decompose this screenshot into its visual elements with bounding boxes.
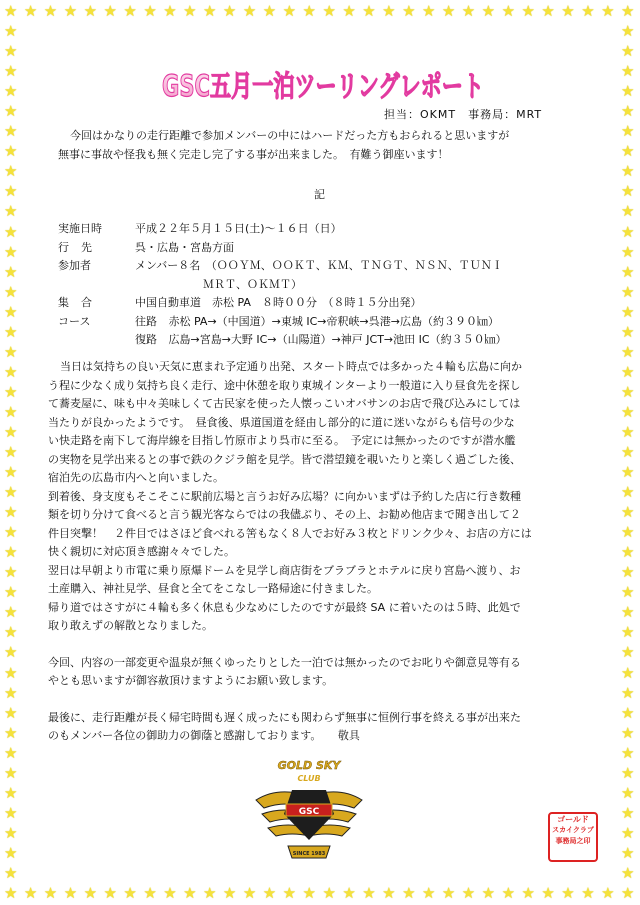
- border-star-icon: ★: [501, 884, 516, 902]
- border-star-icon: ★: [581, 884, 595, 902]
- border-star-icon: ★: [4, 703, 18, 722]
- border-star-icon: ★: [621, 402, 635, 421]
- intro-line-1: 今回はかなりの走行距離で参加メンバーの中にはハードだった方もおられると思いますが: [70, 129, 510, 142]
- border-star-icon: ★: [4, 843, 18, 862]
- border-star-icon: ★: [561, 2, 575, 20]
- destination-value: 呉・広島・宮島方面: [135, 240, 234, 254]
- body-line: 当たりが良かったようです。 昼食後、県道国道を経由し部分的に道に迷いながらも信号の少な: [48, 415, 515, 429]
- border-star-icon: ★: [4, 523, 18, 542]
- meet-value: 中国自動車道 赤松 PA ８時００分 （８時１５分出発）: [135, 296, 422, 309]
- border-star-icon: ★: [621, 843, 635, 862]
- border-star-icon: ★: [421, 2, 436, 20]
- svg-text:GSC五月一泊ツーリングレポート: GSC五月一泊ツーリングレポート: [162, 69, 484, 103]
- border-star-icon: ★: [183, 884, 197, 902]
- border-star-icon: ★: [621, 102, 635, 121]
- border-star-icon: ★: [4, 282, 18, 301]
- border-star-icon: ★: [621, 603, 635, 622]
- border-star-icon: ★: [382, 2, 396, 20]
- border-star-icon: ★: [83, 2, 98, 20]
- border-star-icon: ★: [63, 2, 78, 20]
- svg-text:CLUB: CLUB: [297, 774, 321, 783]
- border-star-icon: ★: [621, 643, 635, 662]
- border-star-icon: ★: [4, 543, 18, 562]
- border-star-icon: ★: [621, 162, 635, 181]
- border-star-icon: ★: [481, 884, 496, 902]
- border-star-icon: ★: [601, 884, 615, 902]
- border-star-icon: ★: [621, 302, 635, 321]
- border-star-icon: ★: [621, 523, 635, 542]
- info-course-return-row: [58, 331, 507, 350]
- border-star-icon: ★: [621, 422, 635, 441]
- body-line: 件目突撃！ ２件目ではさほど食べれる筈もなく８人でお好み３枚とドリンク少々、お店の方には: [48, 526, 532, 540]
- border-star-icon: ★: [521, 884, 535, 902]
- info-destination-row: [58, 239, 507, 258]
- border-star-icon: ★: [4, 683, 18, 702]
- border-star-icon: ★: [143, 884, 157, 902]
- body-line: う程に少なく成り気持ち良く走行、途中休憩を取り東城インターより一般道に入り昼食先を探し: [48, 378, 521, 392]
- border-star-icon: ★: [621, 182, 635, 201]
- border-star-icon: ★: [103, 884, 117, 902]
- info-date-row: [58, 220, 507, 239]
- border-star-icon: ★: [421, 884, 436, 902]
- border-star-icon: ★: [541, 2, 555, 20]
- body-line: の実物を見学出来るとの事で鉄のクジラ館を見学。皆で潜望鏡を覗いたりと楽しく過ごした後、: [48, 452, 521, 466]
- border-star-icon: ★: [4, 62, 18, 81]
- border-star-icon: ★: [4, 483, 18, 502]
- border-star-icon: ★: [621, 222, 635, 241]
- border-star-icon: ★: [621, 703, 635, 722]
- border-star-icon: ★: [621, 543, 635, 562]
- border-star-icon: ★: [621, 282, 635, 301]
- info-members-row: [58, 257, 507, 276]
- border-star-icon: ★: [621, 863, 635, 882]
- border-star-icon: ★: [621, 142, 635, 161]
- border-star-icon: ★: [83, 884, 98, 902]
- border-star-icon: ★: [621, 42, 635, 61]
- border-star-icon: ★: [621, 884, 635, 902]
- border-star-icon: ★: [4, 22, 18, 41]
- border-star-icon: ★: [4, 763, 18, 782]
- border-star-icon: ★: [282, 884, 297, 902]
- border-star-icon: ★: [461, 2, 476, 20]
- border-star-icon: ★: [461, 884, 476, 902]
- border-star-icon: ★: [23, 884, 38, 902]
- border-star-icon: ★: [621, 783, 635, 802]
- border-star-icon: ★: [621, 362, 635, 381]
- report-body: [48, 358, 600, 746]
- border-star-icon: ★: [4, 82, 18, 101]
- border-star-icon: ★: [4, 443, 18, 461]
- border-star-icon: ★: [262, 2, 277, 20]
- border-star-icon: ★: [163, 884, 177, 902]
- border-star-icon: ★: [143, 2, 157, 20]
- border-star-icon: ★: [621, 723, 635, 742]
- border-star-icon: ★: [481, 2, 496, 20]
- border-star-icon: ★: [621, 763, 635, 782]
- course-out-value: 赤松 PA→（中国道）→東城 IC→帝釈峡→呉港→広島（約３９０㎞）: [168, 314, 499, 328]
- border-star-icon: ★: [621, 443, 635, 461]
- border-star-icon: ★: [4, 382, 18, 401]
- border-star-icon: ★: [362, 2, 376, 20]
- body-line: 宿泊先の広島市内へと向いました。: [48, 471, 224, 484]
- body-line: 当日は気持ちの良い天気に恵まれ予定通り出発、スタート時点では多かった４輪も広島に向か: [60, 360, 522, 373]
- course-back-label: 復路: [135, 333, 157, 346]
- border-star-icon: ★: [621, 262, 635, 281]
- border-star-icon: ★: [322, 884, 336, 902]
- border-star-icon: ★: [4, 2, 18, 20]
- office-seal-stamp: [548, 812, 598, 862]
- info-members-row-2: [58, 276, 507, 295]
- border-star-icon: ★: [242, 884, 257, 902]
- svg-text:GSC: GSC: [298, 807, 320, 817]
- border-star-icon: ★: [4, 503, 18, 522]
- border-star-icon: ★: [621, 122, 635, 141]
- members-label: 参加者: [58, 259, 91, 272]
- border-star-icon: ★: [501, 2, 516, 20]
- body-line: い快走路を南下して海岸線を目指し竹原市より呉市に至る。 予定には無かったのですが潜水艦: [48, 434, 516, 447]
- closing-line: 最後に、走行距離が長く帰宅時間も遅く成ったにも関わらず無事に恒例行事を終える事が出来た: [48, 710, 521, 724]
- intro-line-2: 無事に事故や怪我も無く完走し完了する事が出来ました。 有難う御座います！: [58, 148, 449, 161]
- person-in-charge: 担当：OKMT 事務局：MRT: [384, 108, 543, 121]
- body-line: 土産購入、神社見学、昼食と全てをこなし一路帰途に付きました。: [48, 582, 378, 595]
- body-line: 類を切り分けて食べると言う観光客ならではの我儘ぶり、その上、お勧め他店まで聞き出して２: [48, 508, 521, 521]
- border-star-icon: ★: [621, 322, 635, 341]
- info-meet-row: [58, 294, 507, 313]
- border-star-icon: ★: [621, 563, 635, 582]
- date-value: 平成２２年５月１５日(土)～１６日（日）: [135, 222, 342, 235]
- border-star-icon: ★: [402, 884, 416, 902]
- body-line: て蕎麦屋に、味も中々美味しくて古民家を使った人懐っこいオバサンのお店で飛び込みにしては: [48, 397, 521, 410]
- stamp-line: ゴールド: [557, 815, 589, 824]
- border-star-icon: ★: [621, 583, 635, 602]
- body-line: 到着後、身支度もそこそこに駅前広場と言うお好み広場？に向かいまずは予約した店に行き数種: [48, 489, 521, 503]
- body-line: 翌日は早朝より市電に乗り原爆ドームを見学し商店街をブラブラとホテルに戻り宮島へ渡り、お: [48, 563, 521, 577]
- body-line: 快く親切に対応頂き感謝々々でした。: [48, 545, 235, 558]
- border-star-icon: ★: [4, 623, 18, 642]
- border-star-icon: ★: [4, 322, 18, 341]
- border-star-icon: ★: [621, 663, 635, 682]
- border-star-icon: ★: [621, 242, 635, 261]
- border-star-icon: ★: [163, 2, 177, 20]
- border-star-icon: ★: [302, 884, 316, 902]
- course-label: コース: [58, 314, 91, 328]
- closing-line: やとも思いますが御容赦頂けますようにお願い致します。: [48, 674, 334, 687]
- closing-line: 今回、内容の一部変更や温泉が無くゆったりとした一泊では無かったのでお叱りや御意見等有る: [48, 655, 521, 669]
- border-star-icon: ★: [561, 884, 575, 902]
- border-star-icon: ★: [621, 202, 635, 221]
- border-star-icon: ★: [382, 884, 396, 902]
- border-star-icon: ★: [441, 2, 456, 20]
- border-star-icon: ★: [4, 242, 18, 261]
- border-star-icon: ★: [4, 362, 18, 381]
- border-star-icon: ★: [4, 42, 18, 61]
- meet-label: 集合: [58, 296, 104, 309]
- border-star-icon: ★: [4, 122, 18, 141]
- svg-text:GOLD SKY: GOLD SKY: [277, 759, 341, 772]
- course-back-value: 広島→宮島→大野 IC→（山陽道）→神戸 JCT→池田 IC（約３５０㎞）: [168, 333, 507, 346]
- border-star-icon: ★: [4, 863, 18, 882]
- body-line: 取り敢えずの解散となりました。: [48, 619, 213, 632]
- border-star-icon: ★: [183, 2, 197, 20]
- border-star-icon: ★: [621, 382, 635, 401]
- page-title: [158, 58, 488, 108]
- border-star-icon: ★: [4, 783, 18, 802]
- border-star-icon: ★: [342, 2, 356, 20]
- border-star-icon: ★: [4, 182, 18, 201]
- border-star-icon: ★: [621, 463, 635, 482]
- border-star-icon: ★: [203, 884, 217, 902]
- border-star-icon: ★: [621, 823, 635, 842]
- border-star-icon: ★: [4, 162, 18, 181]
- border-star-icon: ★: [4, 142, 18, 161]
- date-label: 実施日時: [58, 222, 102, 235]
- body-line: 帰り道ではさすがに４輪も多く休息も少なめにしたのですが最終 SA に着いたのは５時、此処で: [48, 600, 521, 614]
- border-star-icon: ★: [441, 884, 456, 902]
- border-star-icon: ★: [621, 483, 635, 502]
- border-star-icon: ★: [521, 2, 535, 20]
- border-star-icon: ★: [262, 884, 277, 902]
- border-star-icon: ★: [621, 683, 635, 702]
- gold-sky-club-logo: [248, 756, 370, 868]
- border-star-icon: ★: [4, 643, 18, 662]
- border-star-icon: ★: [43, 2, 58, 20]
- border-star-icon: ★: [123, 884, 137, 902]
- border-star-icon: ★: [322, 2, 336, 20]
- border-star-icon: ★: [4, 884, 18, 902]
- stamp-line: スカイクラブ: [552, 826, 594, 834]
- border-star-icon: ★: [203, 2, 217, 20]
- border-star-icon: ★: [4, 823, 18, 842]
- border-star-icon: ★: [402, 2, 416, 20]
- border-star-icon: ★: [621, 342, 635, 361]
- info-block: [58, 220, 507, 350]
- border-star-icon: ★: [4, 563, 18, 582]
- border-star-icon: ★: [4, 803, 18, 822]
- border-star-icon: ★: [4, 663, 18, 682]
- border-star-icon: ★: [601, 2, 615, 20]
- border-star-icon: ★: [242, 2, 257, 20]
- stamp-line: 事務局之印: [555, 837, 591, 845]
- course-out-label: 往路: [135, 314, 157, 328]
- border-star-icon: ★: [123, 2, 137, 20]
- border-star-icon: ★: [222, 884, 237, 902]
- border-star-icon: ★: [103, 2, 117, 20]
- ki-heading: 記: [314, 188, 325, 201]
- border-star-icon: ★: [4, 222, 18, 241]
- border-star-icon: ★: [621, 2, 635, 20]
- border-star-icon: ★: [4, 402, 18, 421]
- border-star-icon: ★: [342, 884, 356, 902]
- border-star-icon: ★: [43, 884, 58, 902]
- border-star-icon: ★: [4, 302, 18, 321]
- svg-text:SINCE 1983: SINCE 1983: [292, 851, 326, 857]
- border-star-icon: ★: [302, 2, 316, 20]
- border-star-icon: ★: [541, 884, 555, 902]
- border-star-icon: ★: [621, 82, 635, 101]
- border-star-icon: ★: [621, 22, 635, 41]
- border-star-icon: ★: [621, 623, 635, 642]
- border-star-icon: ★: [4, 463, 18, 482]
- border-star-icon: ★: [4, 743, 18, 762]
- destination-label: 行先: [58, 240, 104, 254]
- border-star-icon: ★: [23, 2, 38, 20]
- border-star-icon: ★: [63, 884, 78, 902]
- border-star-icon: ★: [4, 422, 18, 441]
- members-value-2: ＭＲＴ、ＯＫＭＴ）: [203, 277, 302, 291]
- border-star-icon: ★: [621, 503, 635, 522]
- border-star-icon: ★: [621, 62, 635, 81]
- border-star-icon: ★: [4, 102, 18, 121]
- members-value: メンバー８名 （ＯＯＹＭ、ＯＯＫＴ、ＫＭ、ＴＮＧＴ、ＮＳＮ、ＴＵＮＩ: [135, 259, 503, 272]
- border-star-icon: ★: [222, 2, 237, 20]
- border-star-icon: ★: [621, 743, 635, 762]
- border-star-icon: ★: [4, 262, 18, 281]
- border-star-icon: ★: [4, 202, 18, 221]
- info-course-row: [58, 313, 507, 332]
- border-star-icon: ★: [282, 2, 297, 20]
- border-star-icon: ★: [4, 723, 18, 742]
- border-star-icon: ★: [4, 342, 18, 361]
- closing-line: のもメンバー各位の御助力の御蔭と感謝しております。 敬具: [48, 729, 360, 742]
- border-star-icon: ★: [4, 603, 18, 622]
- border-star-icon: ★: [581, 2, 595, 20]
- border-star-icon: ★: [621, 803, 635, 822]
- border-star-icon: ★: [4, 583, 18, 602]
- border-star-icon: ★: [362, 884, 376, 902]
